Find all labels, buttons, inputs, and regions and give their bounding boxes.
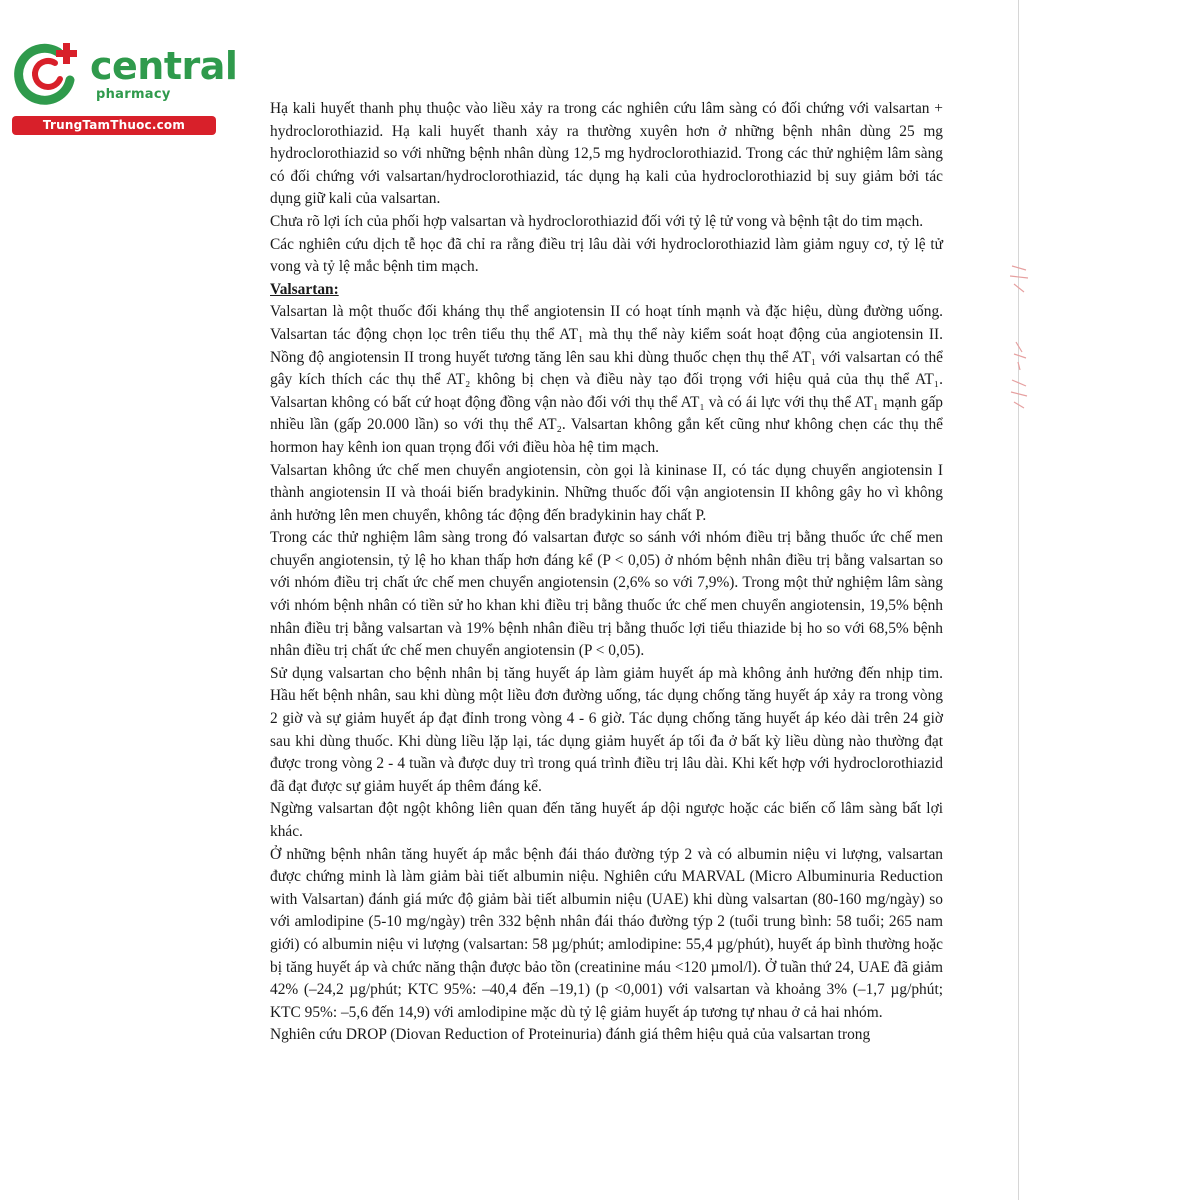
paragraph-cough-trials: Trong các thử nghiệm lâm sàng trong đó valsartan được so sánh với nhóm điều trị bằng thuốc ức chế men chuyển angiotensin, tỷ lệ ho khan thấp hơn đáng kể (P < 0,05) ở nhóm bệnh nhân điều trị bằng valsartan so với nhóm điều trị chất ức chế men chuyển angiotensin (2,6% so với 7,9%). Trong một thử nghiệm lâm sàng với nhóm bệnh nhân có tiền sử ho khan khi điều trị bằng thuốc ức chế men chuyển angiotensin, 19,5% bệnh nhân điều trị bằng valsartan và 19% bệnh nhân điều trị bằng thuốc lợi tiểu thiazide bị ho so với 68,5% bệnh nhân điều trị chất ức chế men chuyển angiotensin (P < 0,05). [270,529,943,660]
paragraph-mechanism: Valsartan là một thuốc đối kháng thụ thể angiotensin II có hoạt tính mạnh và đặc hiệu, dùng đường uống. Valsartan tác động chọn lọc trên tiểu thụ thể AT₁ mà thụ thể này kiểm soát hoạt động của angiotensin II. Nồng độ angiotensin II trong huyết tương tăng lên sau khi dùng thuốc chẹn thụ thể AT₁ với valsartan có thể gây kích thích các thụ thể AT₂ không bị chẹn và điều này tạo đối trọng với hiệu quả của thụ thể AT₁. Valsartan không có bất cứ hoạt động đồng vận nào đối với thụ thể AT₁ và có ái lực với thụ thể AT₁ mạnh gấp nhiều lần (gấp 20.000 lần) so với thụ thể AT₂. Valsartan không gắn kết cũng như không chẹn các thụ thể hormon hay kênh ion quan trọng đối với điều hòa hệ tim mạch. [270,303,943,456]
document-body [270,98,943,1047]
paragraph-hypokalemia: Hạ kali huyết thanh phụ thuộc vào liều xảy ra trong các nghiên cứu lâm sàng có đối chứng với valsartan + hydroclorothiazid. Hạ kali huyết thanh xảy ra thường xuyên hơn ở những bệnh nhân dùng 25 mg hydroclorothiazid so với những bệnh nhân dùng 12,5 mg hydroclorothiazid. Trong các thử nghiệm lâm sàng có đối chứng với valsartan/hydroclorothiazid, tác dụng hạ kali của hydroclorothiazid bị suy giảm bởi tác dụng giữ kali của valsartan. [270,100,943,208]
logo-website-banner[interactable]: TrungTamThuoc.com [12,116,216,135]
paragraph-epidemiology: Các nghiên cứu dịch tễ học đã chỉ ra rằng điều trị lâu dài với hydroclorothiazid làm giảm nguy cơ, tỷ lệ tử vong và tỷ lệ mắc bệnh tim mạch. [270,235,943,276]
logo-brand-text: central [90,44,238,88]
logo-sub-text: pharmacy [96,87,171,102]
paragraph-marval: Ở những bệnh nhân tăng huyết áp mắc bệnh đái tháo đường týp 2 và có albumin niệu vi lượng, valsartan được chứng minh là làm giảm bài tiết albumin niệu. Nghiên cứu MARVAL (Micro Albuminuria Reduction with Valsartan) đánh giá mức độ giảm bài tiết albumin niệu (UAE) khi dùng valsartan (80-160 mg/ngày) so với amlodipine (5-10 mg/ngày) trên 332 bệnh nhân đái tháo đường týp 2 (tuổi trung bình: 58 tuổi; 265 nam giới) có albumin niệu vi lượng (valsartan: 58 µg/phút; amlodipine: 55,4 µg/phút), huyết áp bình thường hoặc bị tăng huyết áp và chức năng thận được bảo tồn (creatinine máu <120 µmol/l). Ở tuần thứ 24, UAE đã giảm 42% (–24,2 µg/phút; KTC 95%: –40,4 đến –19,1) (p <0,001) với valsartan và khoảng 3% (–1,7 µg/phút; KTC 95%: –5,6 đến 14,9) với amlodipine mặc dù tỷ lệ giảm huyết áp tương tự nhau ở cả hai nhóm. [270,845,943,1021]
paragraph-benefit-unknown: Chưa rõ lợi ích của phối hợp valsartan và hydroclorothiazid đối với tỷ lệ tử vong và bệnh tật do tim mạch. [270,212,924,230]
paragraph-withdrawal: Ngừng valsartan đột ngột không liên quan đến tăng huyết áp dội ngược hoặc các biến cố lâm sàng bất lợi khác. [270,800,943,840]
pharmacy-c-cross-icon [8,36,88,110]
margin-stamp-mark [1006,262,1032,412]
paragraph-blood-pressure: Sử dụng valsartan cho bệnh nhân bị tăng huyết áp làm giảm huyết áp mà không ảnh hưởng đến nhịp tim. Hầu hết bệnh nhân, sau khi dùng một liều đơn đường uống, tác dụng chống tăng huyết áp xảy ra trong vòng 2 giờ và sự giảm huyết áp đạt đỉnh trong vòng 4 - 6 giờ. Tác dụng chống tăng huyết áp kéo dài trên 24 giờ sau khi dùng thuốc. Khi dùng liều lặp lại, tác dụng giảm huyết áp tối đa ở bất kỳ liều dùng nào thường đạt được trong vòng 2 - 4 tuần và được duy trì trong quá trình điều trị lâu dài. Khi kết hợp với hydroclorothiazid đã đạt được sự giảm huyết áp thêm đáng kể. [270,664,943,795]
paragraph-drop: Nghiên cứu DROP (Diovan Reduction of Proteinuria) đánh giá thêm hiệu quả của valsartan trong [270,1026,871,1044]
page-margin-line [1018,0,1019,1200]
paragraph-ace: Valsartan không ức chế men chuyển angiotensin, còn gọi là kininase II, có tác dụng chuyển angiotensin I thành angiotensin II và thoái biến bradykinin. Những thuốc đối vận angiotensin II không gây ho vì không ảnh hưởng lên men chuyển, không tác động đến bradykinin hay chất P. [270,461,943,524]
section-heading-valsartan: Valsartan: [270,280,339,298]
central-pharmacy-logo[interactable] [8,36,238,136]
